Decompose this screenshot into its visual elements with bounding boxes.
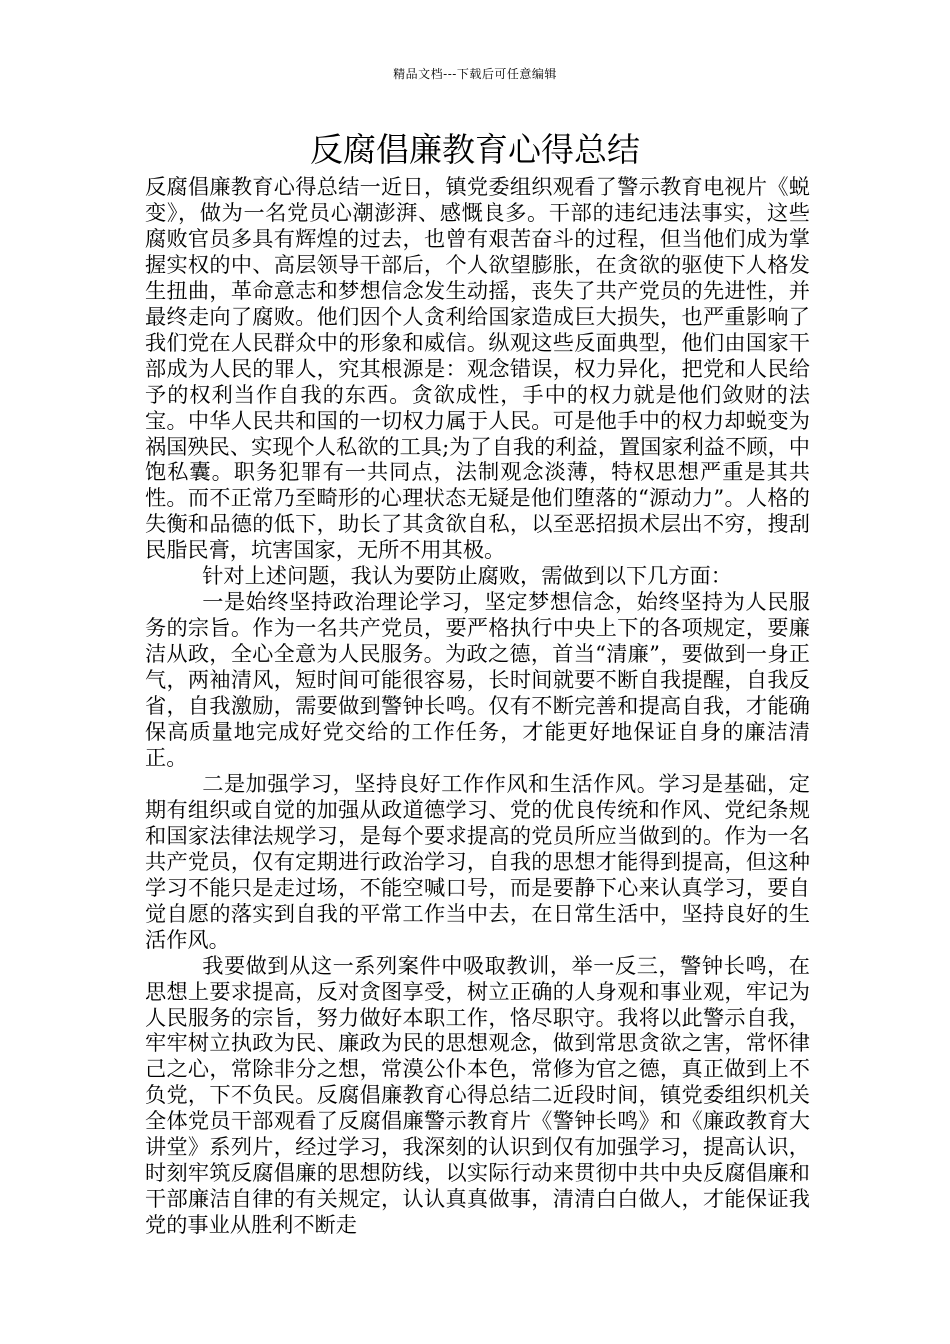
paragraph-2: 针对上述问题，我认为要防止腐败，需做到以下几方面： bbox=[202, 563, 732, 589]
paragraph-4: 二是加强学习，坚持良好工作作风和生活作风。学习是基础，定期有组织或自觉的加强从政道德学习、党的优良传统和作风、党纪条规和国家法律法规学习，是每个要求提高的党员所应当做到的。作为一名共产党员，仅有定期进行政治学习，自我的思想才能得到提高，但这种学习不能只是走过场，不能空喊口号，而是要静下心来认真学习，要自觉自愿的落实到自我的平常工作当中去，在日常生活中，坚持良好的生活作风。 bbox=[145, 770, 810, 952]
document-title: 反腐倡廉教育心得总结 bbox=[310, 130, 640, 169]
document-body bbox=[145, 174, 810, 1238]
paragraph-1: 反腐倡廉教育心得总结一近日，镇党委组织观看了警示教育电视片《蜕变》，做为一名党员心潮澎湃、感慨良多。干部的违纪违法事实，这些腐败官员多具有辉煌的过去，也曾有艰苦奋斗的过程，但当他们成为掌握实权的中、高层领导干部后，个人欲望膨胀，在贪欲的驱使下人格发生扭曲，革命意志和梦想信念发生动摇，丧失了共产党员的先进性，并最终走向了腐败。他们因个人贪利给国家造成巨大损失，也严重影响了我们党在人民群众中的形象和威信。纵观这些反面典型，他们由国家干部成为人民的罪人，究其根源是：观念错误，权力异化，把党和人民给予的权利当作自我的东西。贪欲成性，手中的权力就是他们敛财的法宝。中华人民共和国的一切权力属于人民。可是他手中的权力却蜕变为祸国殃民、实现个人私欲的工具;为了自我的利益，置国家利益不顾，中饱私囊。职务犯罪有一共同点，法制观念淡薄，特权思想严重是其共性。而不正常乃至畸形的心理状态无疑是他们堕落的“源动力”。人格的失衡和品德的低下，助长了其贪欲自私，以至恶招损术层出不穷，搜刮民脂民膏，坑害国家，无所不用其极。 bbox=[145, 174, 810, 563]
header-note: 精品文档---下载后可任意编辑 bbox=[393, 67, 557, 81]
paragraph-5: 我要做到从这一系列案件中吸取教训，举一反三，警钟长鸣，在思想上要求提高，反对贪图享受，树立正确的人身观和事业观，牢记为人民服务的宗旨，努力做好本职工作，恪尽职守。我将以此警示自我，牢牢树立执政为民、廉政为民的思想观念，做到常思贪欲之害，常怀律己之心，常除非分之想，常漠公仆本色，常修为官之德，真正做到上不负党，下不负民。反腐倡廉教育心得总结二近段时间，镇党委组织机关全体党员干部观看了反腐倡廉警示教育片《警钟长鸣》和《廉政教育大讲堂》系列片，经过学习，我深刻的认识到仅有加强学习，提高认识，时刻牢筑反腐倡廉的思想防线，以实际行动来贯彻中共中央反腐倡廉和干部廉洁自律的有关规定，认认真真做事，清清白白做人，才能保证我党的事业从胜利不断走 bbox=[145, 952, 810, 1238]
paragraph-3: 一是始终坚持政治理论学习，坚定梦想信念，始终坚持为人民服务的宗旨。作为一名共产党员，要严格执行中央上下的各项规定，要廉洁从政，全心全意为人民服务。为政之德，首当“清廉”，要做到一身正气，两袖清风，短时间可能很容易，长时间就要不断自我提醒，自我反省，自我激励，需要做到警钟长鸣。仅有不断完善和提高自我，才能确保高质量地完成好党交给的工作任务，才能更好地保证自身的廉洁清正。 bbox=[145, 589, 810, 770]
